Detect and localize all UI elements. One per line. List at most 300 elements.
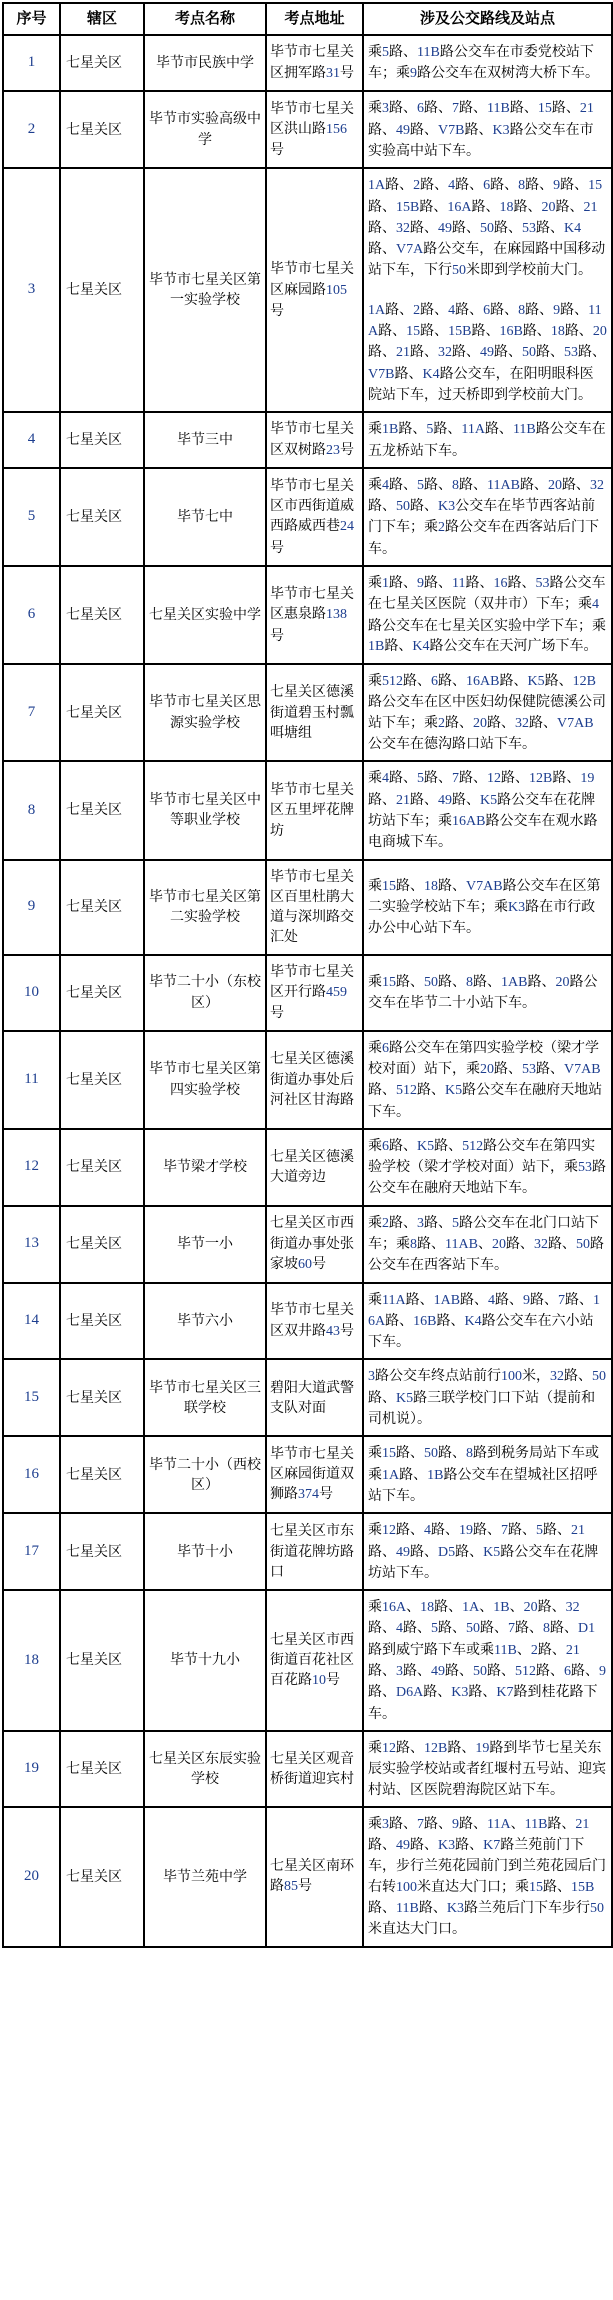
route-code: 18 [550, 324, 565, 340]
cell-site-name: 毕节市七星关区中等职业学校 [144, 761, 266, 859]
route-code: 50 [466, 1621, 480, 1637]
route-code: 11B [494, 1642, 517, 1658]
route-code: 7 [558, 1292, 566, 1308]
route-code: 3 [382, 101, 389, 117]
cell-row-number [3, 1359, 60, 1436]
route-code: 9 [417, 575, 424, 591]
route-code: 7 [452, 101, 459, 117]
route-code: 50 [396, 499, 410, 515]
cell-row-number [3, 955, 60, 1031]
cell-row-number [3, 1731, 60, 1807]
route-code: 43 [326, 1323, 340, 1339]
route-code: 19 [475, 1740, 490, 1756]
route-code: 10 [312, 1673, 326, 1689]
cell-bus-routes [363, 35, 612, 92]
route-code: 50 [473, 1664, 487, 1680]
route-code: 1A [382, 1467, 400, 1483]
table-header [3, 3, 612, 35]
route-code: 32 [515, 715, 529, 731]
route-code: 50 [424, 974, 438, 990]
cell-site-name: 毕节市民族中学 [144, 35, 266, 92]
route-code: 12 [382, 1740, 396, 1756]
route-code: D5 [438, 1544, 456, 1560]
route-code: K5 [417, 1138, 435, 1154]
route-code: 15 [382, 974, 396, 990]
col-header-site: 考点名称 [144, 3, 266, 35]
route-code: 13 [24, 1235, 39, 1252]
route-code: 9 [523, 1292, 531, 1308]
route-code: 6 [382, 1040, 389, 1056]
bus-route-paragraph: 乘12路、4路、19路、7路、5路、21路、49路、D5路、K5路公交车在花牌坊站下车。 [368, 1522, 599, 1581]
cell-bus-routes [363, 1206, 612, 1283]
cell-address: 七星关区市西街道百花社区百花路10号 [266, 1590, 363, 1731]
cell-site-name: 毕节梁才学校 [144, 1129, 266, 1206]
cell-bus-routes [363, 955, 612, 1031]
route-code: 49 [396, 1838, 410, 1854]
route-code: 374 [298, 1487, 319, 1503]
cell-row-number [3, 566, 60, 664]
route-code: 50 [424, 1446, 438, 1462]
route-code: 18 [424, 878, 438, 894]
bus-route-paragraph: 乘2路、3路、5路公交车在北门口站下车；乘8路、11AB、20路、32路、50路公交车在西客站下车。 [368, 1214, 604, 1274]
table-row [3, 566, 612, 664]
cell-district: 七星关区 [60, 412, 144, 468]
cell-district: 七星关区 [60, 1436, 144, 1513]
cell-row-number [3, 1129, 60, 1206]
route-code: 49 [438, 220, 452, 236]
cell-district: 七星关区 [60, 1129, 144, 1206]
table-row [3, 1206, 612, 1283]
cell-district: 七星关区 [60, 468, 144, 566]
bus-route-paragraph: 乘15路、18路、V7AB路公交车在区第二实验学校站下车；乘K3路在市行政办公中心站下车。 [368, 877, 601, 937]
route-code: K3 [451, 1685, 469, 1701]
cell-site-name: 毕节市七星关区三联学校 [144, 1359, 266, 1436]
route-code: 1B [493, 1600, 510, 1616]
route-code: K7 [496, 1685, 514, 1701]
cell-row-number [3, 35, 60, 92]
route-code: 31 [326, 65, 340, 81]
route-code: 2 [438, 520, 445, 536]
route-code: 512 [462, 1138, 484, 1154]
bus-route-paragraph: 乘15路、50路、8路、1AB路、20路公交车在毕节二十小站下车。 [368, 973, 598, 1012]
route-code: 21 [579, 101, 594, 117]
bus-route-paragraph: 3路公交车终点站前行100米，32路、50路、K5路三联学校门口下站（提前和司机说）。 [368, 1368, 606, 1428]
route-code: 18 [499, 199, 514, 215]
route-code: 12 [24, 1158, 39, 1175]
cell-address: 七星关区市西街道办事处张家坡60号 [266, 1206, 363, 1283]
route-code: 14 [24, 1312, 39, 1329]
bus-route-paragraph: 乘4路、5路、7路、12路、12B路、19路、21路、49路、K5路公交车在花牌坊站下车；乘16AB路公交车在观水路电商城下车。 [368, 770, 598, 851]
cell-bus-routes [363, 91, 612, 168]
cell-bus-routes [363, 468, 612, 566]
route-code: 4 [448, 178, 456, 194]
route-code: 21 [396, 345, 410, 361]
cell-bus-routes [363, 1731, 612, 1807]
route-code: 21 [571, 1523, 585, 1539]
cell-district: 七星关区 [60, 91, 144, 168]
route-code: 53 [535, 575, 550, 591]
cell-address: 七星关区观音桥街道迎宾村 [266, 1731, 363, 1807]
header-row [3, 3, 612, 35]
route-code: 53 [522, 1061, 536, 1077]
cell-address: 毕节市七星关区拥军路31号 [266, 35, 363, 92]
route-code: V7AB [564, 1061, 601, 1077]
route-code: 4 [27, 431, 36, 448]
cell-site-name: 毕节六小 [144, 1283, 266, 1360]
route-code: 11AB [487, 477, 520, 493]
table-row [3, 1359, 612, 1436]
route-code: 20 [491, 1237, 506, 1252]
route-code: 20 [547, 477, 562, 493]
route-code: 6 [483, 302, 491, 318]
bus-route-paragraph: 乘15路、50路、8路到税务局站下车或乘1A路、1B路公交车在望城社区招呼站下车。 [368, 1445, 599, 1504]
route-code: 6 [27, 606, 36, 623]
route-code: 1B [368, 638, 385, 654]
table-row [3, 412, 612, 468]
route-code: V7B [368, 366, 395, 382]
cell-address: 毕节市七星关区双树路23号 [266, 412, 363, 468]
cell-site-name: 毕节十小 [144, 1513, 266, 1590]
route-code: 50 [575, 1237, 590, 1252]
route-code: 49 [396, 122, 410, 138]
route-code: K3 [438, 1838, 456, 1854]
cell-district: 七星关区 [60, 1283, 144, 1360]
route-code: 15B [448, 324, 472, 340]
route-code: K5 [483, 1544, 501, 1560]
cell-row-number [3, 168, 60, 412]
route-code: 50 [452, 263, 466, 279]
route-code: 19 [580, 771, 595, 787]
bus-route-paragraph: 乘5路、11B路公交车在市委党校站下车；乘9路公交车在双树湾大桥下车。 [368, 43, 599, 82]
route-code: 11B [396, 1901, 419, 1917]
route-code: 12 [487, 771, 501, 787]
route-code: 10 [24, 983, 39, 1000]
route-code: K4 [422, 366, 440, 382]
cell-bus-routes [363, 1031, 612, 1129]
route-code: 138 [326, 607, 347, 623]
route-code: 7 [417, 1816, 424, 1832]
route-code: 156 [326, 122, 347, 138]
route-code: 49 [431, 1664, 445, 1680]
route-code: D1 [578, 1621, 596, 1637]
bus-route-paragraph: 乘16A、18路、1A、1B、20路、32路、4路、5路、50路、7路、8路、D1路到威宁路下车或乘11B、2路、21路、3路、49路、50路、512路、6路、9路、D6A路、K3路、K7路到桂花路下车。 [368, 1599, 606, 1722]
route-code: 16A [447, 199, 472, 215]
cell-district: 七星关区 [60, 1731, 144, 1807]
cell-bus-routes [363, 1807, 612, 1947]
route-code: 15 [537, 101, 552, 117]
route-code: 1A [368, 302, 386, 318]
route-code: 11 [24, 1070, 39, 1087]
route-code: 1B [382, 422, 399, 438]
route-code: 32 [533, 1237, 548, 1252]
route-code: V7B [438, 122, 465, 138]
route-code: K5 [445, 1083, 463, 1099]
route-code: 5 [431, 1621, 438, 1637]
route-code: 16A [368, 1292, 601, 1329]
route-code: 512 [396, 1083, 417, 1099]
cell-district: 七星关区 [60, 860, 144, 955]
cell-address: 毕节市七星关区市西街道威西路威西巷24号 [266, 468, 363, 566]
route-code: 9 [553, 302, 561, 318]
cell-row-number [3, 664, 60, 761]
route-code: 105 [326, 282, 347, 298]
route-code: K7 [483, 1838, 501, 1854]
route-code: 1 [382, 575, 389, 591]
route-code: 8 [543, 1621, 550, 1637]
cell-district: 七星关区 [60, 955, 144, 1031]
route-code: 2 [413, 302, 421, 318]
cell-site-name: 毕节二十小（东校区） [144, 955, 266, 1031]
col-header-district: 辖区 [60, 3, 144, 35]
route-code: 5 [417, 771, 424, 787]
cell-district: 七星关区 [60, 168, 144, 412]
cell-site-name: 毕节兰苑中学 [144, 1807, 266, 1947]
route-code: 24 [340, 519, 354, 535]
route-code: 20 [523, 1600, 538, 1616]
cell-site-name: 七星关区实验中学 [144, 566, 266, 664]
route-code: 15 [382, 878, 396, 894]
table-row [3, 860, 612, 955]
cell-address: 毕节市七星关区双井路43号 [266, 1283, 363, 1360]
route-code: 5 [452, 1215, 459, 1231]
route-code: 11B [417, 44, 440, 60]
cell-site-name: 毕节市实验高级中学 [144, 91, 266, 168]
route-code: 2 [382, 1215, 389, 1231]
cell-row-number [3, 91, 60, 168]
route-code: 20 [592, 324, 607, 340]
cell-site-name: 毕节市七星关区第一实验学校 [144, 168, 266, 412]
route-code: 11A [368, 302, 602, 340]
cell-bus-routes [363, 1283, 612, 1360]
cell-bus-routes [363, 1513, 612, 1590]
cell-bus-routes [363, 566, 612, 664]
table-row [3, 1807, 612, 1947]
route-code: 4 [424, 1523, 431, 1539]
bus-route-paragraph: 乘12路、12B路、19路到毕节七星关东辰实验学校站或者红堰村五号站、迎宾村站、区医院碧海院区站下车。 [368, 1739, 606, 1798]
route-code: V7A [396, 242, 424, 258]
cell-district: 七星关区 [60, 664, 144, 761]
route-code: 50 [480, 220, 494, 236]
route-code: 8 [27, 801, 36, 818]
route-code: 32 [565, 1600, 580, 1616]
table-row [3, 664, 612, 761]
route-code: 53 [578, 1160, 592, 1176]
route-code: 6 [564, 1664, 571, 1680]
cell-site-name: 毕节一小 [144, 1206, 266, 1283]
route-code: 21 [575, 1816, 590, 1832]
route-code: 512 [515, 1664, 536, 1680]
cell-row-number [3, 1436, 60, 1513]
bus-route-paragraph: 乘3路、7路、9路、11A、11B路、21路、49路、K3路、K7路兰苑前门下车，步行兰苑花园前门到兰苑花园后门右转100米直达大门口；乘15路、15B路、11B路、K3路兰苑后门下车步行50米直达大门口。 [368, 1815, 606, 1938]
route-code: 15 [406, 324, 421, 340]
route-code: 512 [382, 674, 403, 690]
route-code: 11B [487, 101, 510, 117]
cell-row-number [3, 1590, 60, 1731]
cell-district: 七星关区 [60, 1359, 144, 1436]
table-row [3, 1731, 612, 1807]
route-code: 50 [592, 1369, 606, 1385]
bus-route-paragraph: 1A路、2路、4路、6路、8路、9路、11A路、15路、15B路、16B路、18路、20路、21路、32路、49路、50路、53路、V7B路、K4路公交车，在阳明眼科医院站下车，过天桥即到学校前大门。 [368, 301, 607, 403]
cell-district: 七星关区 [60, 35, 144, 92]
cell-district: 七星关区 [60, 1513, 144, 1590]
route-code: K4 [464, 1313, 482, 1329]
route-code: 7 [508, 1621, 515, 1637]
route-code: 5 [426, 422, 434, 438]
route-code: 6 [417, 101, 424, 117]
route-code: V7AB [466, 878, 503, 894]
route-code: K5 [527, 674, 545, 690]
route-code: K3 [446, 1901, 464, 1917]
cell-bus-routes [363, 664, 612, 761]
route-code: 17 [24, 1542, 39, 1559]
bus-route-paragraph: 乘3路、6路、7路、11B路、15路、21路、49路、V7B路、K3路公交车在市实验高中站下车。 [368, 100, 594, 159]
route-code: 16 [493, 575, 508, 591]
route-code: 100 [396, 1879, 417, 1895]
cell-address: 碧阳大道武警支队对面 [266, 1359, 363, 1436]
route-code: 50 [589, 1901, 604, 1917]
cell-row-number [3, 1031, 60, 1129]
bus-route-paragraph: 乘1路、9路、11路、16路、53路公交车在七星关区医院（双井市）下车；乘4路公交车在七星关区实验中学下车；乘1B路、K4路公交车在天河广场下车。 [368, 574, 606, 654]
route-code: K4 [412, 638, 430, 654]
col-header-no: 序号 [3, 3, 60, 35]
route-code: 8 [466, 1446, 473, 1462]
route-code: 20 [24, 1867, 39, 1884]
route-code: 7 [27, 703, 36, 720]
route-code: 12B [572, 674, 596, 690]
table-row [3, 35, 612, 92]
route-code: 11A [461, 422, 485, 438]
route-code: 11AB [445, 1237, 478, 1252]
cell-address: 毕节市七星关区麻园街道双狮路374号 [266, 1436, 363, 1513]
route-code: 3 [417, 1215, 424, 1231]
route-code: 1AB [501, 974, 528, 990]
col-header-address: 考点地址 [266, 3, 363, 35]
bus-route-paragraph: 乘11A路、1AB路、4路、9路、7路、16A路、16B路、K4路公交车在六小站下车。 [368, 1291, 601, 1351]
route-code: 3 [382, 1816, 389, 1832]
route-code: 1A [462, 1600, 480, 1616]
route-code: 16B [413, 1313, 437, 1329]
cell-row-number [3, 761, 60, 859]
route-code: 9 [553, 178, 561, 194]
table-row [3, 168, 612, 412]
cell-address: 毕节市七星关区百里杜鹃大道与深圳路交汇处 [266, 860, 363, 955]
route-code: 4 [382, 771, 389, 787]
route-code: 5 [536, 1523, 543, 1539]
route-code: K3 [508, 899, 526, 915]
route-code: 1B [427, 1467, 444, 1483]
route-code: 9 [410, 66, 417, 82]
cell-site-name: 毕节二十小（西校区） [144, 1436, 266, 1513]
cell-row-number [3, 412, 60, 468]
cell-site-name: 毕节七中 [144, 468, 266, 566]
cell-row-number [3, 1283, 60, 1360]
route-code: 15 [382, 1446, 396, 1462]
route-code: 6 [431, 674, 438, 690]
cell-row-number [3, 1807, 60, 1947]
exam-sites-bus-routes-table [2, 2, 613, 1948]
route-code: 8 [452, 477, 459, 493]
cell-district: 七星关区 [60, 1590, 144, 1731]
route-code: 19 [24, 1760, 39, 1776]
route-code: 11B [524, 1816, 548, 1832]
route-code: 3 [396, 1664, 403, 1680]
route-code: 2 [413, 178, 421, 194]
route-code: 49 [396, 1544, 410, 1560]
cell-district: 七星关区 [60, 761, 144, 859]
route-code: 49 [480, 345, 494, 361]
cell-bus-routes [363, 860, 612, 955]
route-code: 16AB [466, 674, 500, 690]
table-row [3, 1590, 612, 1731]
route-code: 16AB [452, 813, 486, 829]
table-row [3, 91, 612, 168]
cell-address: 毕节市七星关区洪山路156号 [266, 91, 363, 168]
route-code: 4 [448, 302, 456, 318]
route-code: 9 [27, 898, 36, 915]
route-code: 1AB [433, 1292, 461, 1308]
route-code: 1 [27, 54, 36, 71]
cell-site-name: 毕节市七星关区第二实验学校 [144, 860, 266, 955]
route-code: 20 [480, 1061, 494, 1077]
route-code: 12B [529, 771, 553, 787]
route-code: 15B [571, 1879, 595, 1895]
route-code: 53 [522, 220, 536, 236]
route-code: 32 [550, 1369, 564, 1385]
route-code: 23 [326, 442, 340, 458]
cell-bus-routes [363, 1129, 612, 1206]
cell-address: 七星关区市东街道花牌坊路口 [266, 1513, 363, 1590]
route-code: 9 [452, 1816, 459, 1832]
route-code: 8 [410, 1237, 417, 1252]
route-code: 5 [382, 44, 389, 60]
table-row [3, 955, 612, 1031]
bus-route-paragraph: 乘4路、5路、8路、11AB路、20路、32路、50路、K3公交车在毕节西客站前门下车；乘2路公交车在西客站后门下车。 [368, 476, 604, 557]
cell-address: 毕节市七星关区开行路459号 [266, 955, 363, 1031]
route-code: K4 [564, 220, 582, 236]
cell-bus-routes [363, 168, 612, 412]
route-code: 8 [518, 302, 526, 318]
route-code: 20 [541, 199, 556, 215]
route-code: 21 [396, 792, 410, 808]
cell-bus-routes [363, 1359, 612, 1436]
cell-address: 七星关区德溪街道办事处后河社区甘海路 [266, 1031, 363, 1129]
table-row [3, 1436, 612, 1513]
cell-row-number [3, 468, 60, 566]
cell-address: 七星关区德溪街道碧玉村瓢咡塘组 [266, 664, 363, 761]
cell-bus-routes [363, 1590, 612, 1731]
cell-site-name: 七星关区东辰实验学校 [144, 1731, 266, 1807]
cell-bus-routes [363, 1436, 612, 1513]
route-code: 21 [583, 199, 598, 215]
route-code: 2 [438, 715, 445, 731]
route-code: 7 [501, 1523, 508, 1539]
route-code: 3 [368, 1369, 375, 1385]
route-code: 4 [488, 1292, 496, 1308]
cell-site-name: 毕节市七星关区第四实验学校 [144, 1031, 266, 1129]
table-row [3, 761, 612, 859]
route-code: 9 [599, 1664, 606, 1680]
route-code: 8 [466, 974, 473, 990]
route-code: 15 [588, 178, 603, 194]
route-code: 459 [326, 985, 347, 1001]
route-code: V7AB [557, 715, 594, 731]
cell-row-number [3, 1513, 60, 1590]
route-code: 4 [592, 597, 599, 613]
bus-route-paragraph: 乘6路公交车在第四实验学校（梁才学校对面）站下，乘20路、53路、V7AB路、512路、K5路公交车在融府天地站下车。 [368, 1039, 603, 1120]
route-code: 6 [382, 1138, 389, 1154]
route-code: 32 [396, 220, 410, 236]
route-code: 32 [589, 477, 604, 493]
